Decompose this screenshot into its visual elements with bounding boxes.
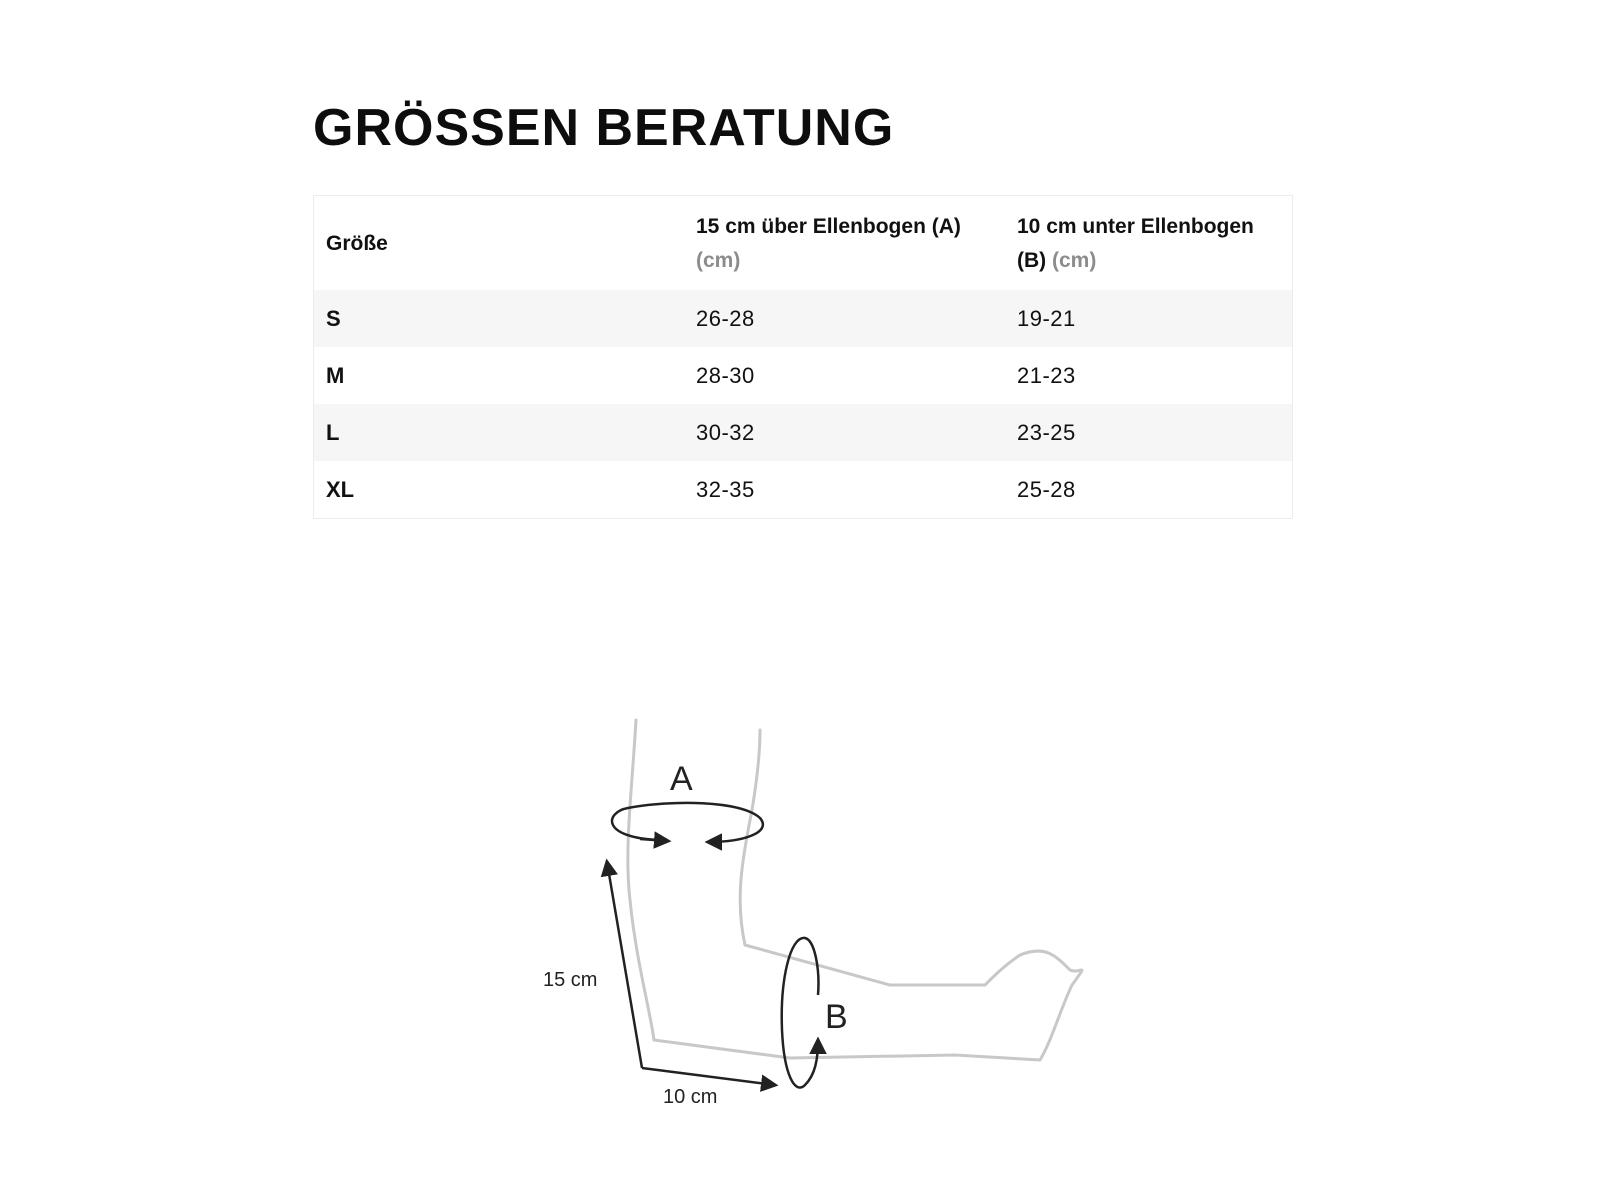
table-row xyxy=(314,461,1293,519)
below-elbow-cell: 25-28 xyxy=(991,461,1293,519)
header-below-elbow-unit: (cm) xyxy=(1052,249,1097,272)
label-15cm: 15 cm xyxy=(543,969,598,991)
table-header-row xyxy=(314,196,1293,291)
above-elbow-cell: 32-35 xyxy=(670,461,991,519)
label-b: B xyxy=(825,998,848,1036)
size-cell: S xyxy=(314,290,671,347)
table-row xyxy=(314,347,1293,404)
header-above-elbow xyxy=(670,196,991,291)
measure-upper-line xyxy=(607,862,642,1068)
above-elbow-cell: 28-30 xyxy=(670,347,991,404)
below-elbow-cell: 23-25 xyxy=(991,404,1293,461)
header-below-elbow xyxy=(991,196,1293,291)
table-row xyxy=(314,404,1293,461)
measure-lower-line xyxy=(642,1068,775,1085)
arm-measurement-diagram xyxy=(520,700,1100,1120)
above-elbow-cell: 30-32 xyxy=(670,404,991,461)
header-above-elbow-label: 15 cm über Ellenbogen (A) xyxy=(696,215,961,238)
label-10cm: 10 cm xyxy=(663,1086,718,1108)
size-cell: XL xyxy=(314,461,671,519)
table-row xyxy=(314,290,1293,347)
below-elbow-cell: 19-21 xyxy=(991,290,1293,347)
above-elbow-cell: 26-28 xyxy=(670,290,991,347)
arm-outline xyxy=(628,720,1082,1060)
header-below-elbow-label: 10 cm unter Ellenbogen (B) xyxy=(1017,215,1254,272)
below-elbow-cell: 21-23 xyxy=(991,347,1293,404)
measure-a-ellipse xyxy=(612,803,763,842)
header-size xyxy=(314,196,671,291)
label-a: A xyxy=(670,760,693,798)
size-cell: M xyxy=(314,347,671,404)
header-above-elbow-unit: (cm) xyxy=(696,249,741,272)
size-cell: L xyxy=(314,404,671,461)
header-size-label: Größe xyxy=(326,232,388,255)
size-chart-table xyxy=(313,195,1293,519)
page-title: GRÖSSEN BERATUNG xyxy=(313,99,895,157)
